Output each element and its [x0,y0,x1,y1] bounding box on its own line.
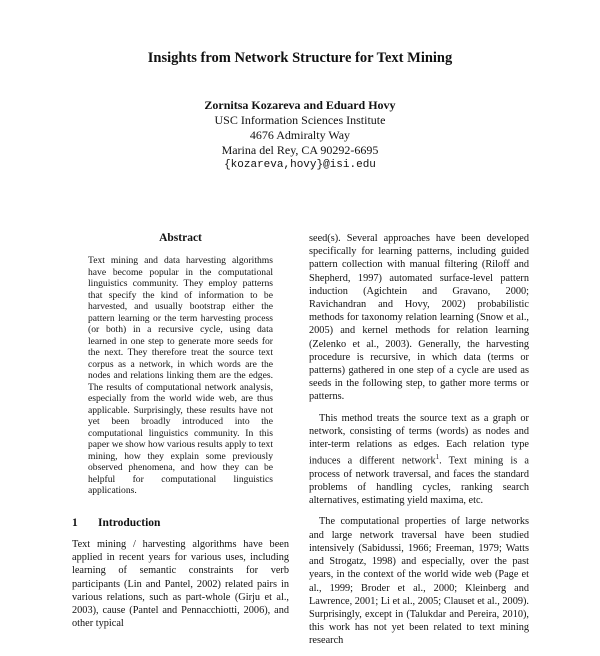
section-title: Introduction [98,516,161,529]
section-heading [72,517,289,530]
right-paragraph-2-a: This method treats the source text as a graph or network, consisting of terms (words) as nodes and inter-term relations as edges. Each relation type induces a different network [309,412,529,467]
right-column [309,232,529,656]
author-city: Marina del Rey, CA 90292-6695 [221,143,379,157]
section-number: 1 [72,516,78,529]
left-column [72,232,289,638]
abstract-text: Text mining and data harvesting algorithms have become popular in the computational linguistics community. They employ patterns that specify the kind of information to be harvested, and usually bootstrap either the pattern learning or the term harvesting process (or both) in a recursive cycle, using data learned in one step to generate more seeds for the next. They therefore treat the source text corpus as a network, in which words are the nodes and relations linking them are the edges. The results of computational network analysis, especially from the world wide web, are thus applicable. Surprisingly, these results have not yet been broadly introduced into the computational linguistics community. In this paper we show how various results apply to text mining, how they explain some previously observed phenomena, and how they can be helpful for computational linguistics applications. [88,255,273,497]
right-paragraph-1: seed(s). Several approaches have been developed specifically for learning patterns, including guided pattern collection with manual filtering (Riloff and Shepherd, 1997) automated surface-level pattern induction (Agichtein and Gravano, 2000; Ravichandran and Hovy, 2002) probabilistic methods for taxonomy relation learning (Snow et al., 2005) and kernel methods for relation learning (Zelenko et al., 2003). Generally, the harvesting procedure is recursive, in which data (terms or patterns) gathered in one step of a cycle are used as seeds in the following step, to gather more terms or patterns. [309,233,529,403]
right-paragraph-2-b: . Text mining is a process of network traversal, and faces the standard problems of handling cycles, ranking search alternatives, estimating yield maxima, etc. [309,455,529,507]
footnote-marker: 1 [435,453,440,462]
author-street: 4676 Admiralty Way [249,128,351,142]
right-paragraph-2 [309,412,529,508]
paper-title: Insights from Network Structure for Text Mining [147,50,453,66]
author-email: {kozareva,hovy}@isi.edu [224,159,376,171]
author-names: Zornitsa Kozareva and Eduard Hovy [204,98,396,112]
author-institute: USC Information Sciences Institute [214,113,386,127]
author-block [0,98,600,173]
right-paragraph-3: The computational properties of large networks and large network traversal have been studied intensively (Sabidussi, 1966; Freeman, 1979; Watts and Strogatz, 1998) and especially, over the past years, in the context of the world wide web (Page et al., 1999; Broder et al., 2000; Kleinberg and Lawrence, 2001; Li et al., 2005; Clauset et al., 2009). Surprisingly, except in (Talukdar and Pereira, 2010), this work has not yet been related to text mining research [309,516,529,647]
abstract-heading: Abstract [159,232,202,244]
intro-paragraph: Text mining / harvesting algorithms have been applied in recent years for various uses, including learning of semantic constraints for verb participants (Lin and Pantel, 2002) related pairs in various relations, such as part-whole (Girju et al., 2003), cause (Pantel and Pennacchiotti, 2006), and other typical [72,538,289,630]
